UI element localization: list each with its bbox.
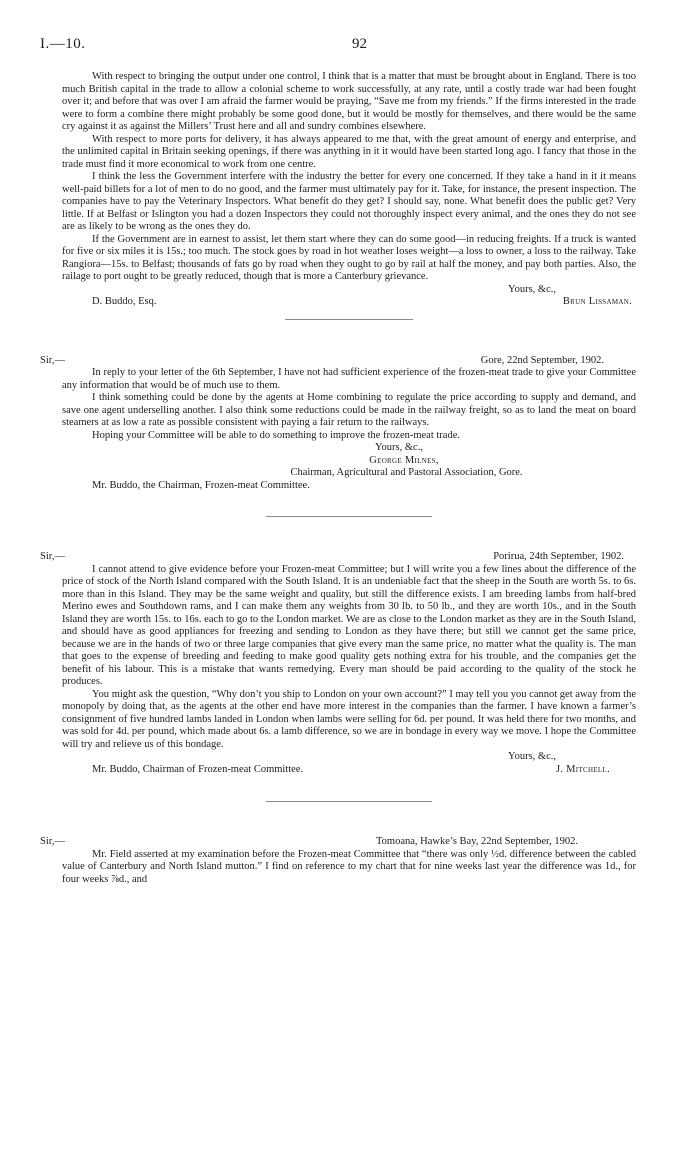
salutation-line: [40, 551, 636, 564]
closing: Yours, &c.,: [508, 283, 556, 295]
section-divider: [266, 801, 432, 802]
paragraph: I think something could be done by the agents at Home combining to regulate the price according to supply and demand, and save one agent underselling another. I also think some reductions could be made in the railway freight, so as to land the meat on board steamers at as low a rate as possible consistent with paying a fair return to the railways.: [62, 392, 636, 428]
section-divider: [266, 516, 432, 517]
salutation: Sir,—: [40, 551, 65, 562]
signature: George Milnes,: [369, 454, 439, 466]
paragraph: With respect to more ports for delivery, it has always appeared to me that, with the great amount of energy and enterprise, and the unlimited capital in Britain seeking openings, if there was anything in it it would have been started long ago. I fancy that those in the trade must find it more economical to work from one centre.: [62, 133, 636, 170]
paragraph: Mr. Field asserted at my examination before the Frozen-meat Committee that “there was only ½d. difference between the cabled value of Canterbury and North Island mutton.” I find on reference to my chart that for nine weeks last year the difference was 1d., for four weeks ⅞d., and: [62, 848, 636, 885]
place-date: Gore, 22nd September, 1902.: [480, 354, 604, 366]
paragraph: If the Government are in earnest to assist, let them start where they can do some good—in reducing freights. If a truck is wanted for five or six miles it is 15s.; too much. The stock goes by road in hot weather loses weight—a loss to owner, a loss to the railway. Take Rangiora—15s. to Belfast; thousands of fats go by road when they ought to go by rail at half the money, and pay both parties. Also, the railage to port ought to be greatly reduced, though that is more a Canterbury grievance.: [62, 233, 636, 282]
paragraph: You might ask the question, “Why don’t you ship to London on your own account?” I may tell you you cannot get away from the monopoly by doing that, as the agents at the other end have more interest in the companies than the farmer. I have known a farmer’s consignment of five hundred lambs landed in London when lambs were selling for 6d. per pound. It was held there for two months, and was sold for 4d. per pound, which made about 6s. a lamb difference, so we are in bondage in every way we move. I hope the Committee will try and relieve us of this bondage.: [62, 688, 636, 750]
salutation-line: [40, 354, 636, 368]
salutation: Sir,—: [40, 354, 65, 366]
closing: Yours, &c.,: [508, 751, 556, 762]
paragraph: I cannot attend to give evidence before your Frozen-meat Committee; but I will write you a few lines about the difference of the price of stock of the North Island compared with the South Island. It is an undeniable fact that the sheep in the South are worth 5s. to 6s. more than in this Island. They may be the same weight and quality, but still the difference exists. I am breeding lambs from half-bred Merino ewes and Southdown rams, and I can make them any weights from 30 lb. to 50 lb., and they are worth 10s., and in the South Island they are worth 15s. to 16s. each to go to the London market. We are as close to the London market as they are in the South Island, and should have as good appliances for freezing and sending to London as they have there; but still we cannot get the same price, because we are in the hands of two or three large companies that give every man the same price, no matter what the quality is. The man that goes to the expense of breeding and feeding to make good quality gets nothing extra for his trouble, and the companies get the benefit of his labour. This is a mistake that wants remedying. Every man should be paid according to the quality of the stock he produces.: [62, 563, 636, 687]
paragraph: I think the less the Government interfere with the industry the better for every one concerned. If they take a hand in it it means well-paid billets for a lot of men to do no good, and the farmer must ultimately pay for it. Take, for instance, the present inspection. The companies have to pay the Veterinary Inspectors. What benefit do they get? I should say, none. What benefit does the public get? Very little. If at Belfast or Islington you had a dozen Inspectors they could not thoroughly inspect every animal, and the ones they do not see are as likely to be wrong as the ones they do.: [62, 171, 636, 232]
signature-title: Chairman, Agricultural and Pastoral Association, Gore.: [290, 467, 523, 478]
place-date: Porirua, 24th September, 1902.: [493, 551, 624, 562]
page-header: [40, 36, 660, 58]
letter-tomoana: [40, 836, 636, 886]
addressee: Mr. Buddo, Chairman of Frozen-meat Committee.: [92, 763, 304, 775]
signature: Brun Lissaman.: [562, 296, 632, 307]
paragraph: Hoping your Committee will be able to do something to improve the frozen-meat trade.: [92, 429, 460, 441]
page-number: 92: [352, 36, 367, 52]
document-reference: I.—10.: [40, 36, 86, 52]
section-divider: [285, 319, 413, 320]
document-body: [40, 71, 636, 886]
addressee: D. Buddo, Esq.: [92, 296, 157, 307]
salutation-line: [40, 836, 636, 849]
paragraph: In reply to your letter of the 6th September, I have not had sufficient experience of the frozen-meat trade to give your Committee any information that would be of much use to them.: [62, 367, 636, 391]
salutation: Sir,—: [40, 836, 65, 847]
closing: Yours, &c.,: [375, 442, 423, 453]
paragraph: With respect to bringing the output under one control, I think that is a matter that must be brought about in England. There is too much British capital in the trade to allow a colonial scheme to work successfully, at any rate, until a costly trade war had been fought over it; and before that was over I am afraid the farmer would be praying, “Save me from my friends.” If the firms interested in the trade were to form a combine there might probably be some good done, but it would be mostly for themselves, and there would be the same cry against it as against the Millers’ Trust here and all and sundry combines elsewhere.: [62, 71, 636, 132]
signature-row: [62, 296, 636, 309]
addressee: Mr. Buddo, the Chairman, Frozen-meat Committee.: [92, 479, 310, 491]
place-date: Tomoana, Hawke’s Bay, 22nd September, 1902.: [376, 836, 578, 847]
letter-mitchell: [40, 551, 636, 776]
signature: J. Mitchell.: [555, 763, 610, 775]
letter-milnes: [40, 354, 636, 493]
signature-row: [62, 764, 636, 777]
letter-lissaman: [62, 71, 636, 309]
